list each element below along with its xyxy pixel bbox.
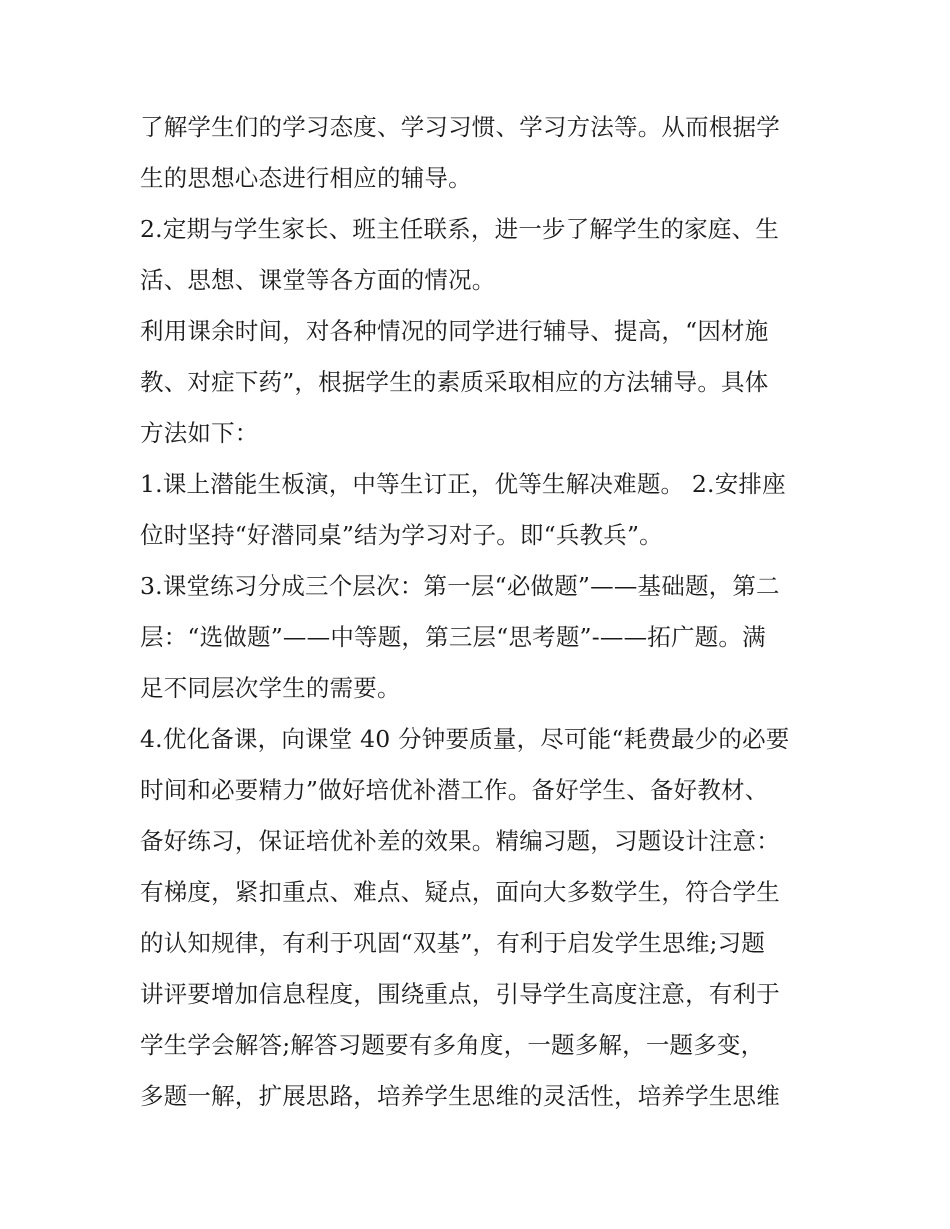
text-line: 时间和必要精力”做好培优补潜工作。备好学生、备好教材、 — [140, 776, 769, 804]
body-text — [140, 102, 820, 1122]
text-line: 生的思想心态进行相应的辅导。 — [140, 164, 472, 192]
text-line: 学生学会解答;解答习题要有多角度，一题多解，一题多变， — [140, 1031, 765, 1059]
text-line: 位时坚持“好潜同桌”结为学习对子。即“兵教兵”。 — [140, 521, 663, 549]
text-line: 2.定期与学生家长、班主任联系，进一步了解学生的家庭、生 — [140, 215, 780, 243]
text-line: 多题一解，扩展思路，培养学生思维的灵活性，培养学生思维 — [140, 1082, 780, 1110]
text-line: 利用课余时间，对各种情况的同学进行辅导、提高，“因材施 — [140, 317, 769, 345]
text-line: 讲评要增加信息程度，围绕重点，引导学生高度注意，有利于 — [140, 980, 780, 1008]
text-line: 4.优化备课，向课堂 40 分钟要质量，尽可能“耗费最少的必要 — [140, 725, 790, 753]
text-line: 方法如下： — [140, 419, 259, 447]
text-line: 活、思想、课堂等各方面的情况。 — [140, 266, 496, 294]
text-line: 有梯度，紧扣重点、难点、疑点，面向大多数学生，符合学生 — [140, 878, 780, 906]
text-line: 足不同层次学生的需要。 — [140, 674, 401, 702]
text-line: 的认知规律，有利于巩固“双基”，有利于启发学生思维;习题 — [140, 929, 766, 957]
text-line: 了解学生们的学习态度、学习习惯、学习方法等。从而根据学 — [140, 113, 780, 141]
text-line: 层：“选做题”——中等题，第三层“思考题”-——拓广题。满 — [140, 623, 766, 651]
text-line: 备好练习，保证培优补差的效果。精编习题，习题设计注意： — [140, 827, 780, 855]
text-line: 1.课上潜能生板演，中等生订正，优等生解决难题。 2.安排座 — [140, 470, 786, 498]
text-line: 3.课堂练习分成三个层次：第一层“必做题”——基础题，第二 — [140, 572, 780, 600]
text-line: 教、对症下药”，根据学生的素质采取相应的方法辅导。具体 — [140, 368, 769, 396]
